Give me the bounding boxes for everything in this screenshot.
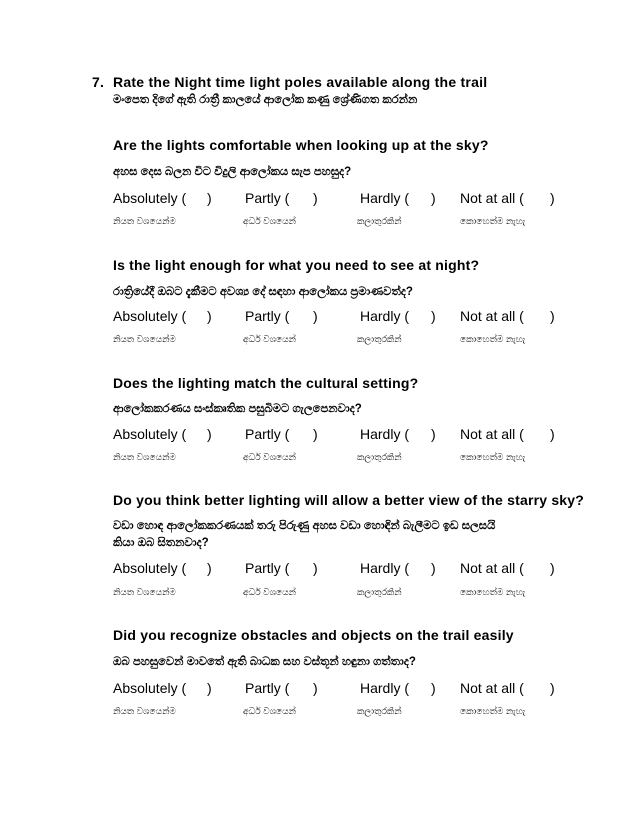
item-question-sinhala-line-1: වඩා හොඳ ආලෝකකරණයක් තරු පිරුණු අහස වඩා හොඳින් බැලීමට ඉඩ සලසයි <box>113 520 496 532</box>
option-partly[interactable]: Partly ( <box>245 680 290 696</box>
rating-options-sinhala <box>113 452 573 464</box>
option-hardly-sinhala: කලාතුරකින් <box>357 587 402 597</box>
option-partly-sinhala: අර්ධ වශයෙන් <box>243 334 296 344</box>
rating-options-sinhala <box>113 216 573 228</box>
option-partly-close: ) <box>313 426 318 442</box>
option-hardly-sinhala: කලාතුරකින් <box>357 452 402 462</box>
question-subtitle-sinhala: මංපෙත දිගේ ඇති රාත්‍රී කාලයේ ආලෝක කණු ශ්‍රේණිගත කරන්න <box>113 94 418 106</box>
option-hardly[interactable]: Hardly ( <box>360 680 410 696</box>
option-hardly[interactable]: Hardly ( <box>360 426 410 442</box>
option-absolutely-sinhala: නියත වශයෙන්ම <box>113 452 176 462</box>
option-hardly-sinhala: කලාතුරකින් <box>357 334 402 344</box>
rating-options <box>113 560 573 576</box>
option-partly-close: ) <box>313 190 318 206</box>
option-not-at-all[interactable]: Not at all ( <box>460 680 524 696</box>
option-partly-sinhala: අර්ධ වශයෙන් <box>243 587 296 597</box>
option-hardly-close: ) <box>431 560 436 576</box>
question-number: 7. <box>92 74 105 90</box>
item-question-sinhala: ආලෝකකරණය සංස්කෘතික පසුබිමට ගැලපෙනවාද? <box>113 403 362 415</box>
option-absolutely-sinhala: නියත වශයෙන්ම <box>113 706 176 716</box>
question-title: Rate the Night time light poles available along the trail <box>113 74 488 90</box>
option-hardly-sinhala: කලාතුරකින් <box>357 216 402 226</box>
rating-item-5 <box>113 627 593 727</box>
item-question: Does the lighting match the cultural setting? <box>113 375 419 391</box>
item-question: Is the light enough for what you need to see at night? <box>113 257 480 273</box>
rating-item-2 <box>113 257 593 357</box>
item-question-sinhala: රාත්‍රියේදී ඔබට දැකීමට අවශ්‍ය දේ සඳහා ආලෝකය ප්‍රමාණවත්ද? <box>113 286 413 298</box>
item-question: Are the lights comfortable when looking up at the sky? <box>113 137 489 153</box>
option-partly-close: ) <box>313 308 318 324</box>
rating-item-1 <box>113 137 593 237</box>
option-absolutely-close: ) <box>207 680 212 696</box>
option-partly-sinhala: අර්ධ වශයෙන් <box>243 216 296 226</box>
option-not-at-all-close: ) <box>550 560 555 576</box>
option-not-at-all-close: ) <box>550 308 555 324</box>
option-not-at-all[interactable]: Not at all ( <box>460 308 524 324</box>
rating-options <box>113 426 573 442</box>
option-hardly-close: ) <box>431 190 436 206</box>
option-partly[interactable]: Partly ( <box>245 560 290 576</box>
option-partly-close: ) <box>313 680 318 696</box>
option-partly-sinhala: අර්ධ වශයෙන් <box>243 452 296 462</box>
option-absolutely[interactable]: Absolutely ( <box>113 190 187 206</box>
option-partly[interactable]: Partly ( <box>245 190 290 206</box>
option-not-at-all[interactable]: Not at all ( <box>460 190 524 206</box>
option-absolutely-close: ) <box>207 560 212 576</box>
option-not-at-all-close: ) <box>550 190 555 206</box>
rating-options <box>113 680 573 696</box>
option-absolutely-close: ) <box>207 190 212 206</box>
option-not-at-all-sinhala: කොහෙත්ම නැහැ <box>460 587 526 597</box>
rating-options <box>113 190 573 206</box>
option-absolutely[interactable]: Absolutely ( <box>113 308 187 324</box>
option-hardly[interactable]: Hardly ( <box>360 308 410 324</box>
option-absolutely-close: ) <box>207 308 212 324</box>
option-absolutely[interactable]: Absolutely ( <box>113 560 187 576</box>
item-question-sinhala: අහස දෙස බලන විට විදුලි ආලෝකය සැප පහසුද? <box>113 166 352 178</box>
rating-options-sinhala <box>113 587 573 599</box>
option-hardly-close: ) <box>431 426 436 442</box>
option-hardly[interactable]: Hardly ( <box>360 560 410 576</box>
option-partly[interactable]: Partly ( <box>245 426 290 442</box>
option-hardly-sinhala: කලාතුරකින් <box>357 706 402 716</box>
option-hardly-close: ) <box>431 680 436 696</box>
item-question: Do you think better lighting will allow a better view of the starry sky? <box>113 492 585 508</box>
option-partly-close: ) <box>313 560 318 576</box>
option-not-at-all-close: ) <box>550 680 555 696</box>
option-not-at-all-close: ) <box>550 426 555 442</box>
rating-options-sinhala <box>113 334 573 346</box>
option-not-at-all-sinhala: කොහෙත්ම නැහැ <box>460 334 526 344</box>
option-absolutely-sinhala: නියත වශයෙන්ම <box>113 334 176 344</box>
option-absolutely-close: ) <box>207 426 212 442</box>
option-not-at-all-sinhala: කොහෙත්ම නැහැ <box>460 452 526 462</box>
option-not-at-all[interactable]: Not at all ( <box>460 426 524 442</box>
option-partly-sinhala: අර්ධ වශයෙන් <box>243 706 296 716</box>
item-question: Did you recognize obstacles and objects on the trail easily <box>113 627 514 643</box>
option-absolutely[interactable]: Absolutely ( <box>113 680 187 696</box>
item-question-sinhala-line-2: කියා ඔබ සිතනවාද? <box>113 537 209 549</box>
option-absolutely-sinhala: නියත වශයෙන්ම <box>113 587 176 597</box>
option-hardly-close: ) <box>431 308 436 324</box>
option-not-at-all-sinhala: කොහෙත්ම නැහැ <box>460 216 526 226</box>
item-question-sinhala: ඔබ පහසුවෙන් මාවතේ ඇති බාධක සහ වස්තූන් හඳුනා ගත්තාද? <box>113 656 416 668</box>
rating-options <box>113 308 573 324</box>
option-absolutely[interactable]: Absolutely ( <box>113 426 187 442</box>
option-absolutely-sinhala: නියත වශයෙන්ම <box>113 216 176 226</box>
rating-item-4 <box>113 492 593 612</box>
rating-item-3 <box>113 375 593 475</box>
rating-options-sinhala <box>113 706 573 718</box>
option-not-at-all-sinhala: කොහෙත්ම නැහැ <box>460 706 526 716</box>
option-hardly[interactable]: Hardly ( <box>360 190 410 206</box>
option-not-at-all[interactable]: Not at all ( <box>460 560 524 576</box>
option-partly[interactable]: Partly ( <box>245 308 290 324</box>
